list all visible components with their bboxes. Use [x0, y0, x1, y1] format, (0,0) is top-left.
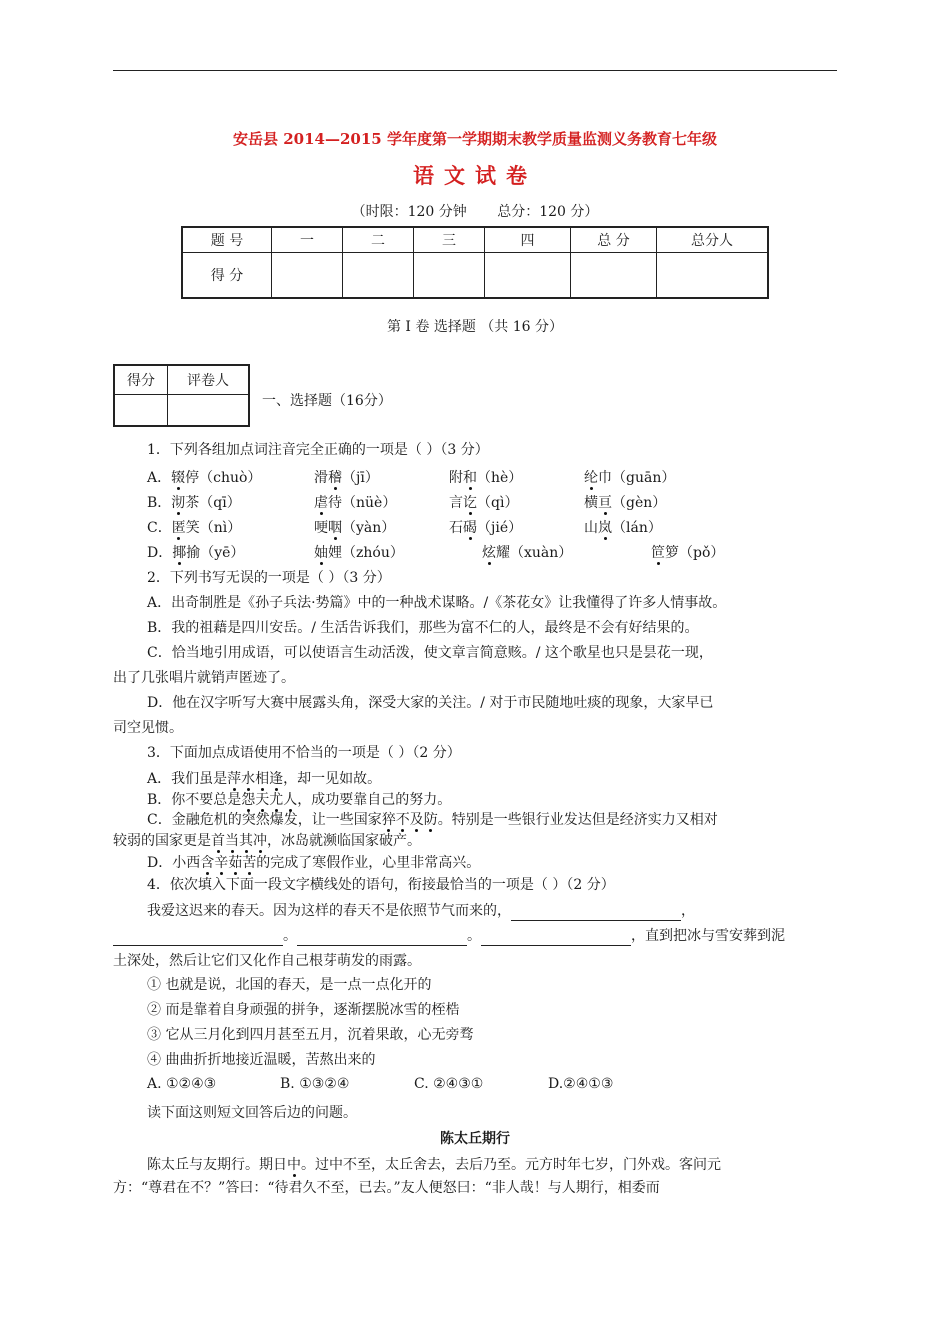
q1-option-d3: 炫耀（xuàn） [482, 545, 573, 561]
q1-option-a4: 纶巾（guān） [584, 470, 676, 486]
q4-option-d: D.②④①③ [548, 1076, 614, 1092]
grader-table [113, 364, 250, 427]
grader-name-label: 评卷人 [168, 365, 250, 395]
q1-option-a3: 附和（hè） [449, 470, 523, 486]
q4-item-2: ② 而是靠着自身顽强的拼争，逐渐摆脱冰雪的桎梏 [147, 1002, 460, 1018]
q4-text2-end: ，直到把冰与雪安葬到泥 [631, 928, 785, 944]
q3-option-d: D．小西含辛茹苦的完成了寒假作业，心里非常高兴。 [147, 855, 481, 871]
q3-option-b: B．你不要总是怨天尤人，成功要靠自己的努力。 [147, 792, 452, 808]
q1-option-d1: D．揶揄（yē） [147, 545, 245, 561]
top-rule [113, 70, 837, 71]
q1-option-c2: 哽咽（yàn） [314, 520, 396, 536]
grader-score-cell [114, 395, 168, 427]
q3-option-c-cont: 较弱的国家更是首当其冲，冰岛就濒临国家破产。 [113, 833, 421, 849]
exam-meta [0, 201, 950, 221]
q1-option-b3: 言讫（qì） [449, 495, 519, 511]
score-header-cell: 四 [485, 227, 571, 253]
q3-option-a: A．我们虽是萍水相逢，却一见如故。 [147, 771, 382, 787]
score-row-label: 得 分 [182, 253, 272, 299]
passage-line-1: 陈太丘与友期行。期日中。过中不至，太丘舍去，去后乃至。元方时年七岁，门外戏。客问元 [147, 1157, 721, 1173]
q4-option-a: A. ①②④③ [147, 1076, 217, 1092]
q2-option-c: C．恰当地引用成语，可以使语言生动活泼，使文章言简意赅。/ 这个歌星也只是昙花一现， [147, 645, 713, 661]
score-cell [343, 253, 414, 299]
q4-blank-1 [511, 906, 681, 921]
passage-title: 陈太丘期行 [440, 1131, 510, 1147]
score-cell [657, 253, 769, 299]
q4-blank-2 [113, 931, 283, 946]
score-header-cell: 三 [414, 227, 485, 253]
grader-score-label: 得分 [114, 365, 168, 395]
q1-option-a1: A．辍停（chuò） [147, 470, 262, 486]
exam-title: 安岳县 2014—2015 学年度第一学期期末教学质量监测义务教育七年级 [233, 130, 717, 148]
q4-blank-3 [297, 931, 467, 946]
q1-option-b1: B．沏茶（qī） [147, 495, 241, 511]
part-heading: 一、选择题（16分） [262, 393, 392, 409]
q4-mid1: 。 [283, 928, 297, 944]
section-title: 第 I 卷 选择题 （共 16 分） [386, 319, 564, 335]
score-cell [414, 253, 485, 299]
q2-option-a: A．出奇制胜是《孙子兵法·势篇》中的一种战术谋略。/《茶花女》让我懂得了许多人情事故。 [147, 595, 727, 611]
q4-item-4: ④ 曲曲折折地接近温暖，苦熬出来的 [147, 1052, 376, 1068]
q4-mid2: 。 [467, 928, 481, 944]
q4-text1: 我爱这迟来的春天。因为这样的春天不是依照节气而来的， [147, 903, 511, 919]
q4-stem: 4．依次填入下面一段文字横线处的语句，衔接最恰当的一项是（ ）（2 分） [147, 877, 615, 893]
q4-item-1: ① 也就是说，北国的春天，是一点一点化开的 [147, 977, 432, 993]
score-cell [272, 253, 343, 299]
q1-option-c3: 石碣（jié） [449, 520, 523, 536]
score-header-cell: 总 分 [571, 227, 657, 253]
q4-text-line1 [147, 901, 695, 921]
time-limit: （时限：120 分钟 [351, 204, 467, 220]
q1-option-d4: 笸箩（pǒ） [651, 545, 725, 561]
q4-option-c: C. ②④③① [414, 1076, 484, 1092]
q2-option-c-cont: 出了几张唱片就销声匿迹了。 [113, 670, 295, 686]
q4-text-line2 [113, 926, 785, 946]
q2-option-b: B．我的祖藉是四川安岳。/ 生活告诉我们，那些为富不仁的人，最终是不会有好结果的。 [147, 620, 699, 636]
score-cell [571, 253, 657, 299]
grader-name-cell [168, 395, 250, 427]
q1-option-c1: C．匿笑（nì） [147, 520, 242, 536]
q1-option-d2: 妯娌（zhóu） [314, 545, 404, 561]
score-cell [485, 253, 571, 299]
q1-option-a2: 滑稽（jī） [314, 470, 379, 486]
score-table [181, 226, 769, 299]
q4-blank-4 [481, 931, 631, 946]
q3-stem: 3．下面加点成语使用不恰当的一项是（ ）（2 分） [147, 745, 461, 761]
q2-option-d: D．他在汉字听写大赛中展露头角，深受大家的关注。/ 对于市民随地吐痰的现象，大家早已 [147, 695, 714, 711]
score-header-cell: 一 [272, 227, 343, 253]
score-header-cell: 二 [343, 227, 414, 253]
score-header-cell: 总分人 [657, 227, 769, 253]
total-score: 总分：120 分） [497, 204, 599, 220]
subject-title: 语文试卷 [413, 163, 537, 188]
q4-item-3: ③ 它从三月化到四月甚至五月，沉着果敢，心无旁骛 [147, 1027, 474, 1043]
q1-option-c4: 山岚（lán） [584, 520, 662, 536]
reading-intro: 读下面这则短文回答后边的问题。 [147, 1105, 357, 1121]
q1-option-b4: 横亘（gèn） [584, 495, 667, 511]
q3-option-c: C．金融危机的突然爆发，让一些国家猝不及防。特别是一些银行业发达但是经济实力又相对 [147, 812, 718, 828]
score-header-cell: 题 号 [182, 227, 272, 253]
passage-line-2: 方：“尊君在不？”答曰：“待君久不至，已去。”友人便怒曰：“非人哉！与人期行，相委而 [113, 1180, 660, 1196]
q2-stem: 2．下列书写无误的一项是（ ）（3 分） [147, 570, 391, 586]
q4-text1-end: ， [681, 903, 695, 919]
q4-text-line3: 土深处，然后让它们又化作自己根芽萌发的雨露。 [113, 953, 421, 969]
q1-stem: 1．下列各组加点词注音完全正确的一项是（ ）（3 分） [147, 442, 489, 458]
q4-option-b: B. ①③②④ [280, 1076, 350, 1092]
q1-option-b2: 虐待（nüè） [314, 495, 397, 511]
q2-option-d-cont: 司空见惯。 [113, 720, 183, 736]
